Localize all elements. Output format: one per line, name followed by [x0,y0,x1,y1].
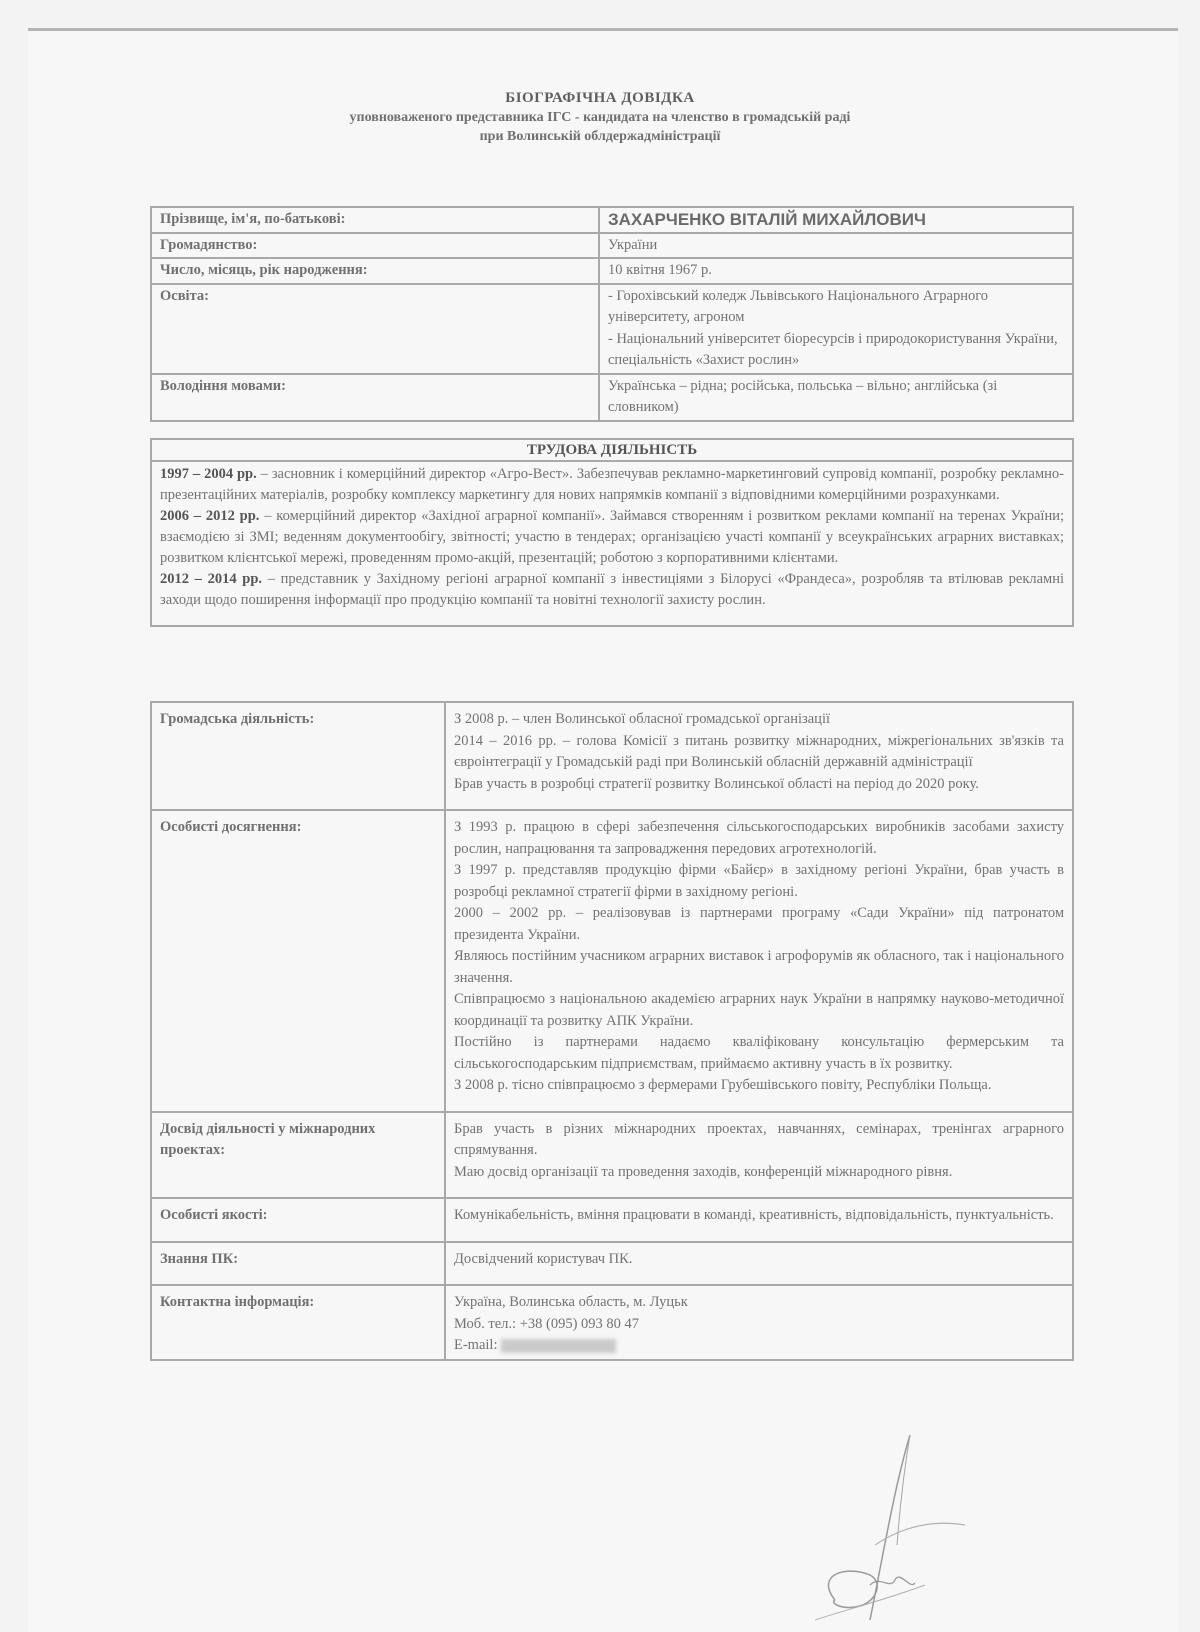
text-line: Комунікабельність, вміння працювати в команді, креативність, відповідальність, пунктуальність. [454,1207,1054,1223]
value-personal-qualities [445,1198,1073,1242]
label-international-projects: Досвід діяльності у міжнародних проектах: [151,1112,445,1199]
work-entry-years: 2006 – 2012 рр. [160,508,260,524]
text-line: 2000 – 2002 рр. – реалізовував із партнерами програму «Сади України» під патронатом президента України. [454,905,1064,943]
contact-address: Україна, Волинська область, м. Луцьк [454,1294,688,1310]
text-line: Маю досвід організації та проведення заходів, конференцій міжнародного рівня. [454,1163,953,1180]
value-birth-date: 10 квітня 1967 р. [599,258,1073,284]
label-languages: Володіння мовами: [151,374,599,421]
education-line: - Національний університет біоресурсів і природокористування України, спеціальність «Захист рослин» [608,330,1058,368]
table-row [151,1242,1073,1286]
text-line: Співпрацюємо з національною академією аграрних наук України в напрямку науково-методичної координації та розвитку АПК України. [454,991,1064,1029]
text-line: Досвідчений користувач ПК. [454,1250,633,1267]
contact-phone: Моб. тел.: +38 (095) 093 80 47 [454,1315,640,1332]
table-row [151,810,1073,1112]
text-line: Являюсь постійним учасником аграрних виставок і агрофорумів як обласного, так і національного значення. [454,948,1064,986]
text-line: З 1997 р. представляв продукцію фірми «Байєр» в західному регіоні України, брав участь в розробці рекламної стратегії фірми в західному регіоні. [454,862,1064,900]
work-entry-years: 1997 – 2004 рр. [160,466,257,482]
label-public-activity: Громадська діяльність: [151,702,445,810]
label-birth-date: Число, місяць, рік народження: [151,258,599,284]
work-entry [160,569,1064,611]
label-citizenship: Громадянство: [151,233,599,259]
work-entry-text: – комерційний директор «Західної аграрної компанії». Займався створенням і розвитком реклами компанії на теренах України; взаємодією зі ЗМІ; веденням документообігу, звітності; участю в тендерах; організацією участі компанії у всеукраїнських аграрних виставках; розвитком клієнтської мережі, проведенням промо-акцій, презентацій; роботою з корпоративними клієнтами. [160,508,1064,566]
table-row [151,374,1073,421]
value-education [599,284,1073,374]
work-heading: ТРУДОВА ДІЯЛЬНІСТЬ [151,439,1073,461]
value-contact-info [445,1285,1073,1360]
work-entry-text: – представник у Західному регіоні аграрної компанії з інвестиціями з Білорусі «Франдеса», розробляв та втілював рекламні заходи щодо поширення інформації про продукцію компанії та новітні технології захисту рослин. [160,571,1064,608]
contact-email [454,1335,1064,1357]
label-education: Освіта: [151,284,599,374]
text-line: Брав участь в розробці стратегії розвитку Волинської області на період до 2020 року. [454,775,979,792]
personal-info-table [150,206,1074,422]
email-label: E-mail: [454,1337,498,1353]
value-international-projects [445,1112,1073,1199]
text-line: З 2008 р. тісно співпрацюємо з фермерами Грубешівського повіту, Республіки Польща. [454,1077,992,1093]
work-entry-text: – засновник і комерційний директор «Агро-Вест». Забезпечував рекламно-маркетинговий супровід компанії, розробку рекламно-презентаційних матеріалів, розробку комплексу маркетингу для нових напрямків компанії з відповідними комерційними розрахунками. [160,466,1064,503]
work-experience-table [150,438,1074,627]
table-row [151,284,1073,374]
education-line: - Горохівський коледж Львівського Національного Аграрного університету, агроном [608,287,989,325]
text-line: Постійно із партнерами надаємо кваліфіковану консультацію фермерським та сільськогосподарським підприємствам, приймаємо активну участь в їх розвитку. [454,1034,1064,1072]
work-entry [160,464,1064,506]
value-full-name: ЗАХАРЧЕНКО ВІТАЛІЙ МИХАЙЛОВИЧ [599,207,1073,233]
label-achievements: Особисті досягнення: [151,810,445,1112]
text-line: З 2008 р. – член Волинської обласної громадської організації [454,711,830,727]
value-achievements [445,810,1073,1112]
document-subtitle-2: при Волинській облдержадміністрації [479,129,721,144]
text-line: З 1993 р. працюю в сфері забезпечення сільськогосподарських виробників засобами захисту рослин, напрацювання та запровадження передових агротехнологій. [454,819,1064,857]
work-entries [151,461,1073,626]
work-entry [160,506,1064,569]
details-table [150,701,1074,1361]
value-languages: Українська – рідна; російська, польська – вільно; англійська (зі словником) [599,374,1073,421]
label-contact-info: Контактна інформація: [151,1285,445,1360]
label-full-name: Прізвище, ім'я, по-батькові: [151,207,599,233]
document-subtitle-1: уповноваженого представника ІГС - кандидата на членство в громадській раді [349,110,851,125]
table-row [151,1198,1073,1242]
table-row [151,1112,1073,1199]
label-pc-skills: Знання ПК: [151,1242,445,1286]
label-personal-qualities: Особисті якості: [151,1198,445,1242]
signature-icon [815,1425,975,1625]
work-entry-years: 2012 – 2014 рр. [160,571,263,587]
value-pc-skills [445,1242,1073,1286]
document-title: БІОГРАФІЧНА ДОВІДКА [505,90,695,106]
text-line: Брав участь в різних міжнародних проектах, навчаннях, семінарах, тренінгах аграрного спрямування. [454,1120,1064,1158]
table-row [151,258,1073,284]
table-row [151,702,1073,810]
table-row [151,1285,1073,1360]
table-row [151,207,1073,233]
document-header [0,88,1200,146]
text-line: 2014 – 2016 рр. – голова Комісії з питань розвитку міжнародних, міжрегіональних зв'язків та євроінтеграції у Громадській раді при Волинській обласній державній адміністрації [454,732,1064,770]
email-redacted [501,1339,616,1353]
value-public-activity [445,702,1073,810]
table-row [151,233,1073,259]
value-citizenship: України [599,233,1073,259]
